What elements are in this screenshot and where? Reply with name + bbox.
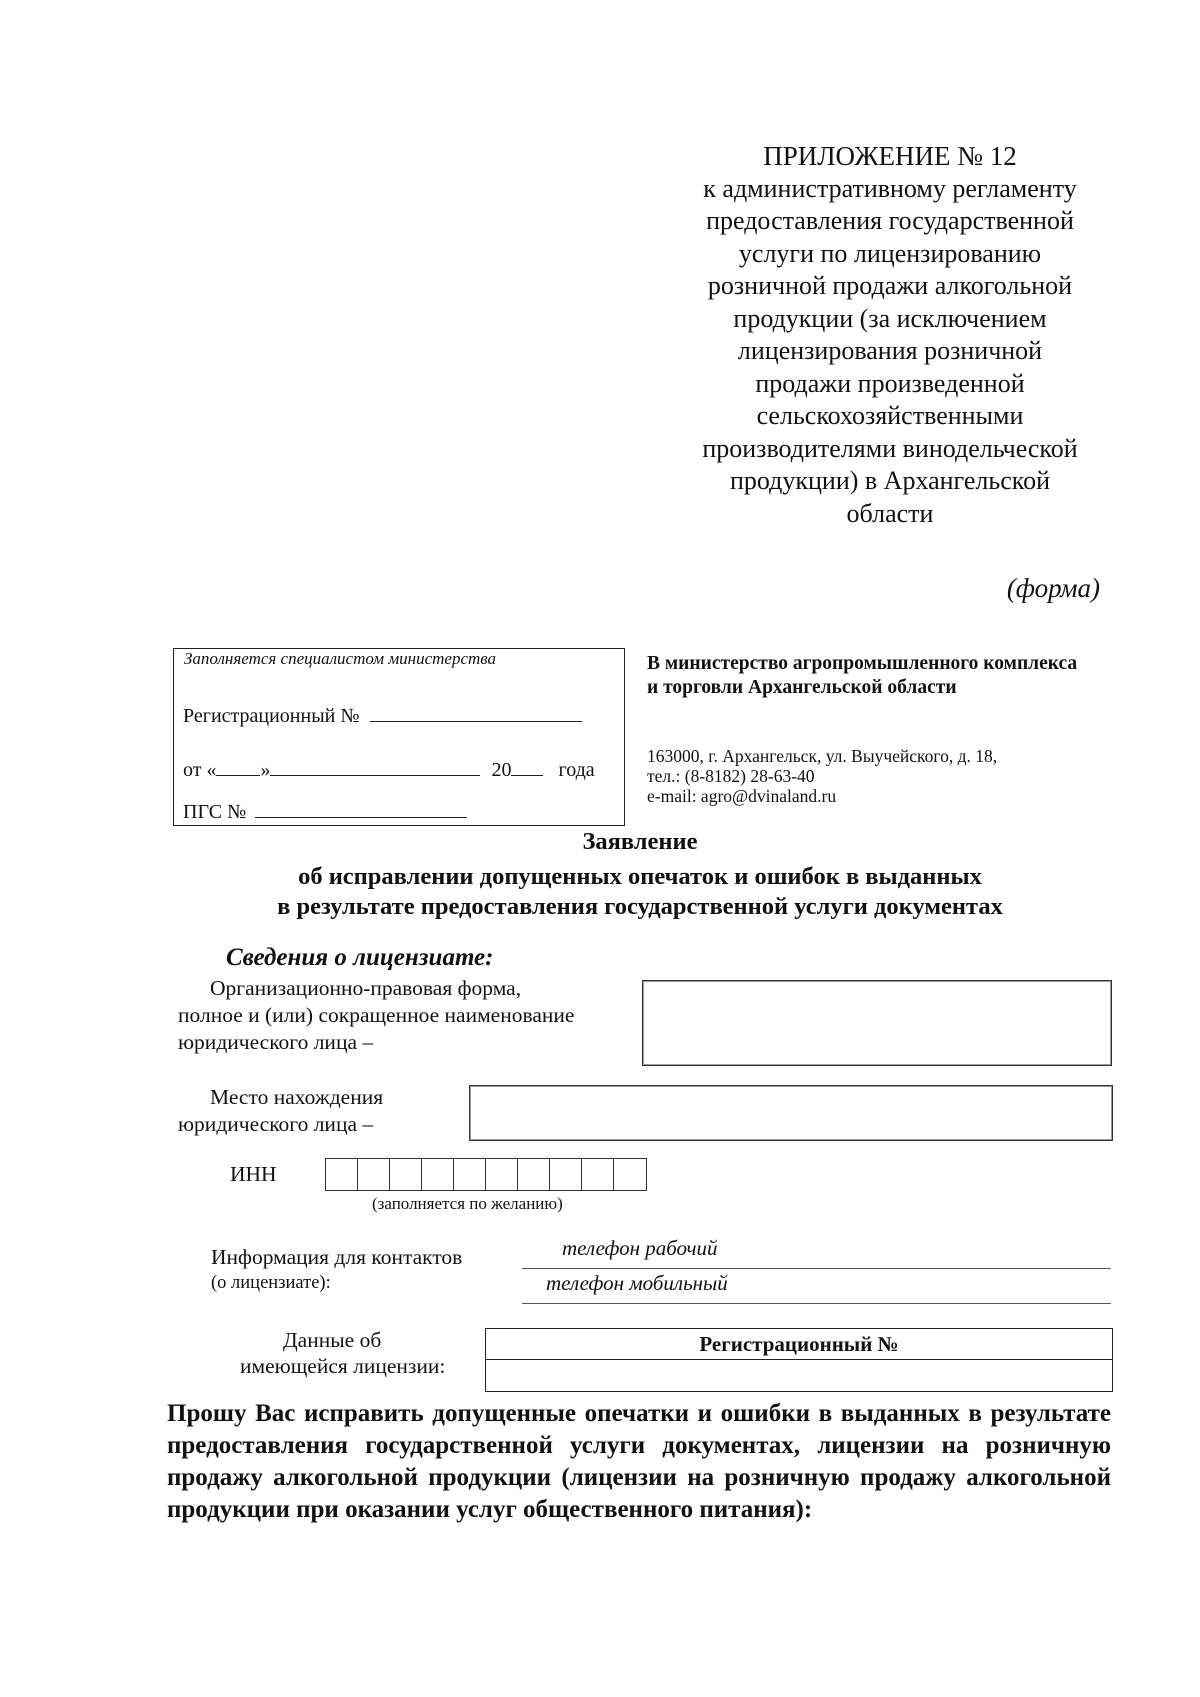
request-text: Прошу Вас исправить допущенные опечатки и ошибки в выданных в результате предоставления государственной услуги документах, лицензии на розничную продажу алкогольной продукции (лицензии на розничную продажу алкогольной продукции при оказании услуг общественного питания):: [167, 1400, 1111, 1523]
document-subtitle-line1: об исправлении допущенных опечаток и ошибок в выданных: [298, 863, 982, 890]
annex-line: лицензирования розничной: [737, 336, 1043, 365]
annex-line: услуги по лицензированию: [738, 238, 1042, 268]
license-reg-number-header: Регистрационный №: [486, 1329, 1112, 1360]
org-form-label-1: Организационно-правовая форма,: [210, 976, 522, 1000]
pgs-field[interactable]: [255, 799, 467, 818]
location-field[interactable]: [469, 1085, 1113, 1141]
annex-heading: ПРИЛОЖЕНИЕ № 12: [763, 141, 1017, 171]
annex-line: области: [846, 498, 934, 528]
annex-line: сельскохозяйственными: [756, 401, 1024, 430]
month-field[interactable]: [270, 757, 480, 776]
license-label-2: имеющейся лицензии:: [240, 1354, 446, 1378]
annex-line: продукции) в Архангельской: [729, 466, 1051, 495]
document-subtitle-line2: в результате предоставления государственной услуги документах: [277, 893, 1003, 920]
date-open-label: от «: [183, 759, 217, 781]
org-form-label-3: юридического лица –: [178, 1030, 374, 1054]
recipient-address: 163000, г. Архангельск, ул. Выучейского, д. 18,: [647, 746, 998, 766]
license-reg-number-field[interactable]: [486, 1360, 1112, 1390]
year-prefix: 20: [491, 759, 512, 781]
location-label-1: Место нахождения: [210, 1085, 384, 1109]
org-form-label-2: полное и (или) сокращенное наименование: [178, 1003, 575, 1027]
date-line: [183, 757, 595, 782]
document-title: Заявление: [582, 828, 698, 855]
recipient-address-block: [647, 746, 1107, 806]
pgs-line: [183, 799, 467, 824]
annex-line: производителями винодельческой: [702, 433, 1078, 463]
license-table: [485, 1328, 1113, 1392]
year-field[interactable]: [511, 757, 543, 776]
inn-note: (заполняется по желанию): [372, 1194, 563, 1213]
day-field[interactable]: [216, 757, 260, 776]
annex-header: [640, 140, 1140, 530]
location-label-2: юридического лица –: [178, 1112, 374, 1136]
annex-line: продукции (за исключением: [733, 303, 1047, 333]
inn-field[interactable]: [325, 1158, 647, 1191]
licensee-heading: Сведения о лицензиате:: [226, 944, 494, 971]
form-label: (форма): [1006, 573, 1100, 603]
contacts-sublabel: (о лицензиате):: [211, 1273, 331, 1293]
recipient-ministry: В министерство агропромышленного комплекса и торговли Архангельской области: [647, 653, 1078, 698]
phone-work-label: телефон рабочий: [562, 1236, 718, 1260]
date-close-label: »: [260, 759, 271, 781]
pgs-label: ПГС №: [183, 801, 247, 823]
phone-work-field[interactable]: [522, 1236, 1111, 1269]
recipient-email: e-mail: agro@dvinaland.ru: [647, 786, 837, 806]
reg-number-label: Регистрационный №: [183, 705, 360, 727]
reg-number-field[interactable]: [370, 703, 582, 722]
annex-line: предоставления государственной: [706, 206, 1074, 235]
specialist-note: Заполняется специалистом министерства: [184, 649, 497, 668]
year-suffix: года: [558, 759, 595, 781]
recipient-phone: тел.: (8-8182) 28-63-40: [647, 766, 815, 786]
reg-number-line: [183, 703, 582, 728]
annex-line: к административному регламенту: [703, 173, 1077, 203]
annex-line: розничной продажи алкогольной: [707, 271, 1073, 300]
inn-label: ИНН: [230, 1162, 277, 1186]
org-name-field[interactable]: [642, 980, 1112, 1066]
phone-mobile-field[interactable]: [522, 1271, 1111, 1304]
phone-mobile-label: телефон мобильный: [546, 1271, 728, 1295]
annex-line: продажи произведенной: [755, 368, 1025, 398]
license-label-1: Данные об: [283, 1328, 382, 1352]
contacts-label: Информация для контактов: [211, 1245, 463, 1269]
registration-box: [173, 648, 625, 826]
